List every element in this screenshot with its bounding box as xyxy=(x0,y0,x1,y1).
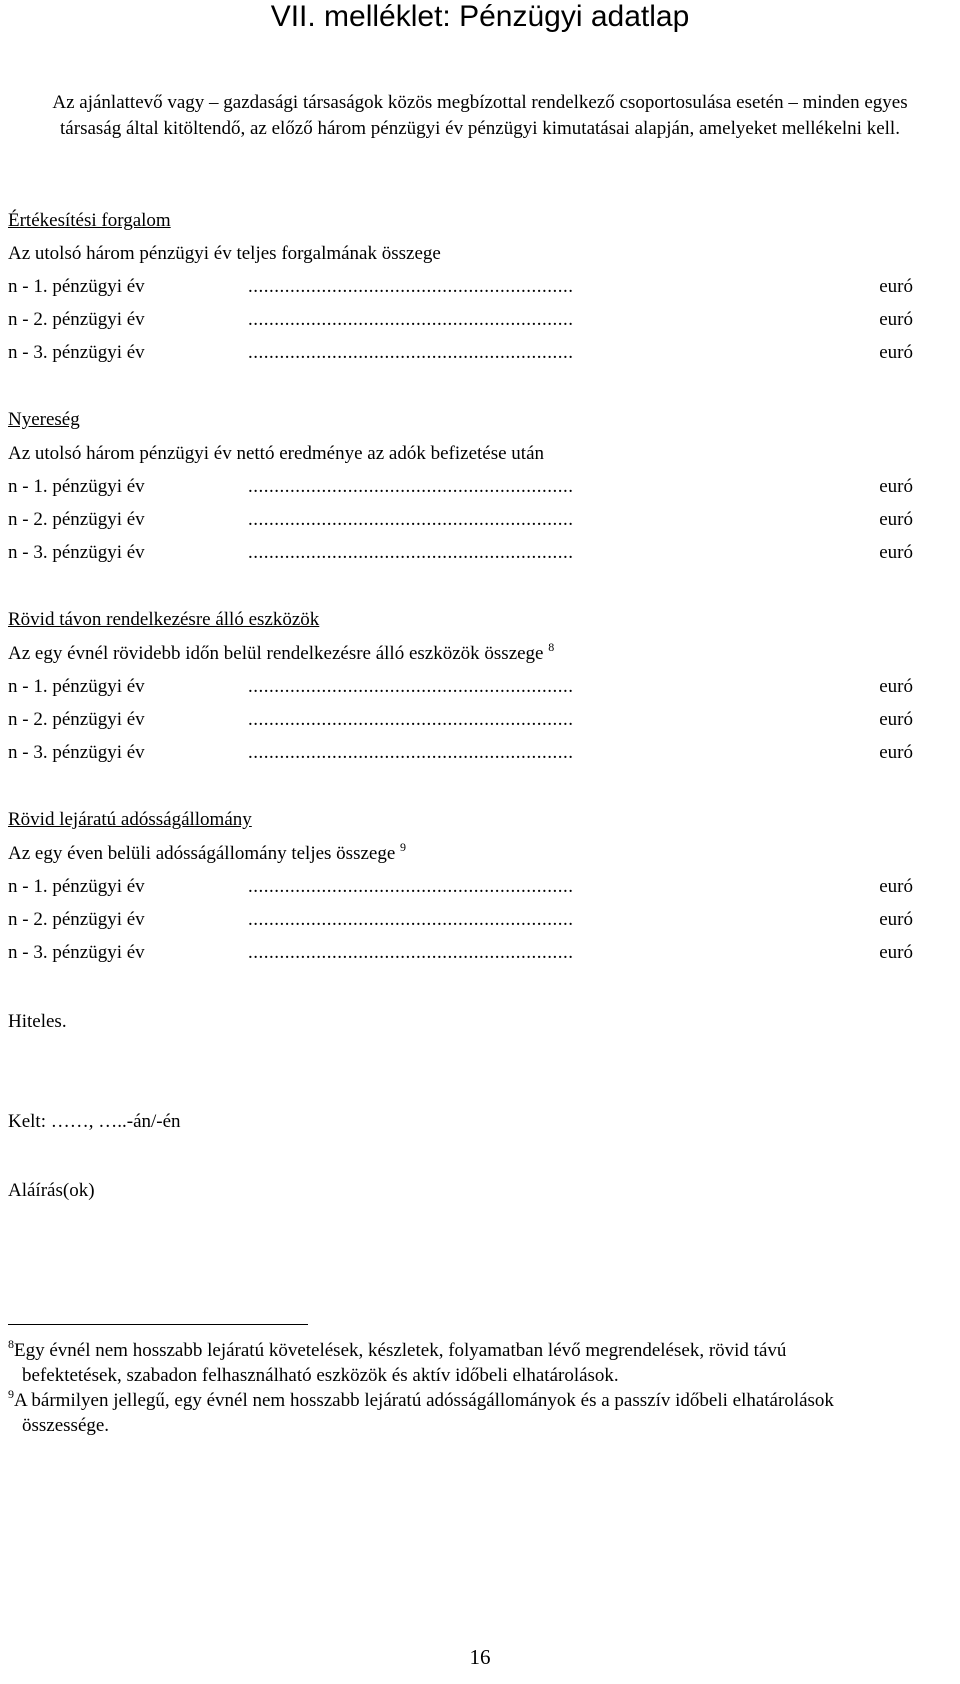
fill-in-dots: .............................................................. xyxy=(248,909,574,930)
fill-in-dots: .............................................................. xyxy=(248,542,574,563)
footnote-8 xyxy=(8,1338,958,1388)
page-number: 16 xyxy=(469,1645,491,1669)
section-heading-profit: Nyereség xyxy=(8,409,80,430)
short-term-debt-row-n2 xyxy=(8,909,913,935)
footnote-text: A bármilyen jellegű, egy évnél nem hosszabb lejáratú adósságállományok és a passzív időbeli elhatárolások xyxy=(14,1390,834,1411)
row-label: n - 1. pénzügyi év xyxy=(8,476,145,497)
revenue-row-n3 xyxy=(8,342,913,368)
row-unit: euró xyxy=(879,942,913,963)
section-description-revenue: Az utolsó három pénzügyi év teljes forgalmának összege xyxy=(8,243,441,264)
section-description-current-assets xyxy=(8,640,555,665)
row-label: n - 3. pénzügyi év xyxy=(8,542,145,563)
footnote-text-continued: összessége. xyxy=(22,1415,110,1436)
current-assets-row-n1 xyxy=(8,676,913,702)
row-label: n - 2. pénzügyi év xyxy=(8,909,145,930)
authenticated-label: Hiteles. xyxy=(8,1011,67,1032)
description-text: Az egy évnél rövidebb időn belül rendelkezésre álló eszközök összege xyxy=(8,643,544,664)
row-unit: euró xyxy=(879,676,913,697)
fill-in-dots: .............................................................. xyxy=(248,876,574,897)
row-label: n - 3. pénzügyi év xyxy=(8,742,145,763)
description-text: Az egy éven belüli adósságállomány teljes összege xyxy=(8,843,396,864)
revenue-row-n2 xyxy=(8,309,913,335)
row-label: n - 2. pénzügyi év xyxy=(8,709,145,730)
row-unit: euró xyxy=(879,509,913,530)
fill-in-dots: .............................................................. xyxy=(248,676,574,697)
section-heading-short-term-debt: Rövid lejáratú adósságállomány xyxy=(8,809,252,830)
row-label: n - 1. pénzügyi év xyxy=(8,876,145,897)
profit-row-n1 xyxy=(8,476,913,502)
fill-in-dots: .............................................................. xyxy=(248,709,574,730)
revenue-row-n1 xyxy=(8,276,913,302)
footnote-9 xyxy=(8,1388,958,1438)
current-assets-row-n3 xyxy=(8,742,913,768)
intro-paragraph: Az ajánlattevő vagy – gazdasági társaságok közös megbízottal rendelkező csoportosulása esetén – minden egyes társaság által kitöltendő, az előző három pénzügyi év pénzügyi kimutatásai alapján, amelyeket mellékelni kell. xyxy=(52,92,908,139)
fill-in-dots: .............................................................. xyxy=(248,509,574,530)
row-unit: euró xyxy=(879,276,913,297)
row-label: n - 2. pénzügyi év xyxy=(8,309,145,330)
fill-in-dots: .............................................................. xyxy=(248,309,574,330)
section-description-short-term-debt xyxy=(8,840,407,865)
short-term-debt-row-n1 xyxy=(8,876,913,902)
row-unit: euró xyxy=(879,309,913,330)
row-label: n - 1. pénzügyi év xyxy=(8,276,145,297)
row-unit: euró xyxy=(879,342,913,363)
fill-in-dots: .............................................................. xyxy=(248,276,574,297)
footnote-separator xyxy=(8,1324,308,1325)
fill-in-dots: .............................................................. xyxy=(248,476,574,497)
row-unit: euró xyxy=(879,476,913,497)
row-unit: euró xyxy=(879,909,913,930)
footnote-ref: 8 xyxy=(548,640,555,654)
footnote-number: 9 xyxy=(8,1387,14,1401)
row-label: n - 1. pénzügyi év xyxy=(8,676,145,697)
short-term-debt-row-n3 xyxy=(8,942,913,968)
section-heading-current-assets: Rövid távon rendelkezésre álló eszközök xyxy=(8,609,320,630)
section-heading-revenue: Értékesítési forgalom xyxy=(8,210,171,231)
date-line: Kelt: ……, …..-án/-én xyxy=(8,1111,181,1132)
row-label: n - 2. pénzügyi év xyxy=(8,509,145,530)
footnote-text: Egy évnél nem hosszabb lejáratú követelések, készletek, folyamatban lévő megrendelések, rövid távú xyxy=(14,1340,787,1361)
fill-in-dots: .............................................................. xyxy=(248,342,574,363)
row-unit: euró xyxy=(879,876,913,897)
footnote-ref: 9 xyxy=(400,840,407,854)
footnote-number: 8 xyxy=(8,1337,14,1351)
profit-row-n3 xyxy=(8,542,913,568)
row-label: n - 3. pénzügyi év xyxy=(8,942,145,963)
fill-in-dots: .............................................................. xyxy=(248,742,574,763)
current-assets-row-n2 xyxy=(8,709,913,735)
footnote-text-continued: befektetések, szabadon felhasználható eszközök és aktív időbeli elhatárolások. xyxy=(22,1365,619,1386)
signature-label: Aláírás(ok) xyxy=(8,1180,95,1201)
page-title: VII. melléklet: Pénzügyi adatlap xyxy=(270,0,690,33)
row-unit: euró xyxy=(879,742,913,763)
profit-row-n2 xyxy=(8,509,913,535)
section-description-profit: Az utolsó három pénzügyi év nettó eredménye az adók befizetése után xyxy=(8,443,545,464)
row-label: n - 3. pénzügyi év xyxy=(8,342,145,363)
fill-in-dots: .............................................................. xyxy=(248,942,574,963)
row-unit: euró xyxy=(879,542,913,563)
row-unit: euró xyxy=(879,709,913,730)
